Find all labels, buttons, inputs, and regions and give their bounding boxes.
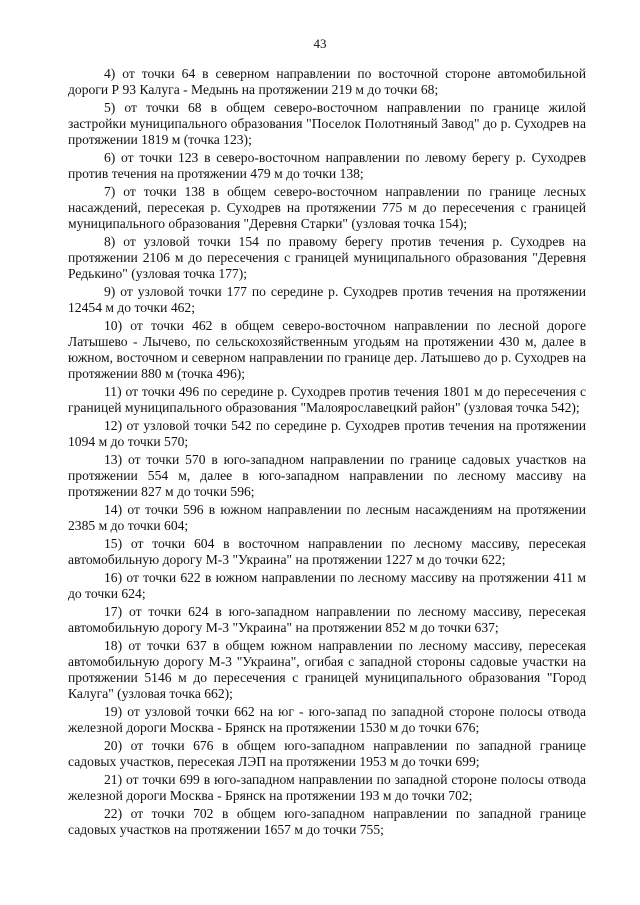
- paragraph-item-19: 19) от узловой точки 662 на юг - юго-запад по западной стороне полосы отвода железной дороги Москва - Брянск на протяжении 1530 м до точки 676;: [68, 704, 586, 735]
- paragraph-item-18: 18) от точки 637 в общем южном направлении по лесному массиву, пересекая автомобильную дорогу М-3 "Украина", огибая с западной стороны садовые участки на протяжении 5146 м до пересечения с границей муниципального образования "Город Калуга" (узловая точка 662);: [68, 638, 586, 701]
- paragraph-item-21: 21) от точки 699 в юго-западном направлении по западной стороне полосы отвода железной дороги Москва - Брянск на протяжении 193 м до точки 702;: [68, 772, 586, 803]
- paragraph-item-7: 7) от точки 138 в общем северо-восточном направлении по границе лесных насаждений, пересекая р. Суходрев на протяжении 775 м до пересечения с границей муниципального образования "Деревня Старки" (узловая точка 154);: [68, 184, 586, 231]
- body-text: [68, 66, 586, 840]
- paragraph-item-14: 14) от точки 596 в южном направлении по лесным насаждениям на протяжении 2385 м до точки 604;: [68, 502, 586, 533]
- paragraph-item-20: 20) от точки 676 в общем юго-западном направлении по западной границе садовых участков, пересекая ЛЭП на протяжении 1953 м до точки 699;: [68, 738, 586, 769]
- paragraph-item-9: 9) от узловой точки 177 по середине р. Суходрев против течения на протяжении 12454 м до точки 462;: [68, 284, 586, 315]
- paragraph-item-8: 8) от узловой точки 154 по правому берегу против течения р. Суходрев на протяжении 2106 м до пересечения с границей муниципального образования "Деревня Редькино" (узловая точка 177);: [68, 234, 586, 281]
- paragraph-item-10: 10) от точки 462 в общем северо-восточном направлении по лесной дороге Латышево - Лычево, по сельскохозяйственным угодьям на протяжении 430 м, далее в южном, восточном и северном направлении по границе дер. Латышево до р. Суходрев на протяжении 880 м (точка 496);: [68, 318, 586, 381]
- paragraph-item-13: 13) от точки 570 в юго-западном направлении по границе садовых участков на протяжении 554 м, далее в юго-западном направлении по лесному массиву на протяжении 827 м до точки 596;: [68, 452, 586, 499]
- paragraph-item-4: 4) от точки 64 в северном направлении по восточной стороне автомобильной дороги Р 93 Калуга - Медынь на протяжении 219 м до точки 68;: [68, 66, 586, 97]
- paragraph-item-11: 11) от точки 496 по середине р. Суходрев против течения 1801 м до пересечения с границей муниципального образования "Малоярославецкий район" (узловая точка 542);: [68, 384, 586, 415]
- paragraph-item-6: 6) от точки 123 в северо-восточном направлении по левому берегу р. Суходрев против течения на протяжении 479 м до точки 138;: [68, 150, 586, 181]
- paragraph-item-12: 12) от узловой точки 542 по середине р. Суходрев против течения на протяжении 1094 м до точки 570;: [68, 418, 586, 449]
- paragraph-item-16: 16) от точки 622 в южном направлении по лесному массиву на протяжении 411 м до точки 624;: [68, 570, 586, 601]
- paragraph-item-15: 15) от точки 604 в восточном направлении по лесному массиву, пересекая автомобильную дорогу М-3 "Украина" на протяжении 1227 м до точки 622;: [68, 536, 586, 567]
- paragraph-item-5: 5) от точки 68 в общем северо-восточном направлении по границе жилой застройки муниципального образования "Поселок Полотняный Завод" до р. Суходрев на протяжении 1819 м (точка 123);: [68, 100, 586, 147]
- paragraph-item-17: 17) от точки 624 в юго-западном направлении по лесному массиву, пересекая автомобильную дорогу М-3 "Украина" на протяжении 852 м до точки 637;: [68, 604, 586, 635]
- page-number: 43: [313, 36, 327, 51]
- paragraph-item-22: 22) от точки 702 в общем юго-западном направлении по западной границе садовых участков на протяжении 1657 м до точки 755;: [68, 806, 586, 837]
